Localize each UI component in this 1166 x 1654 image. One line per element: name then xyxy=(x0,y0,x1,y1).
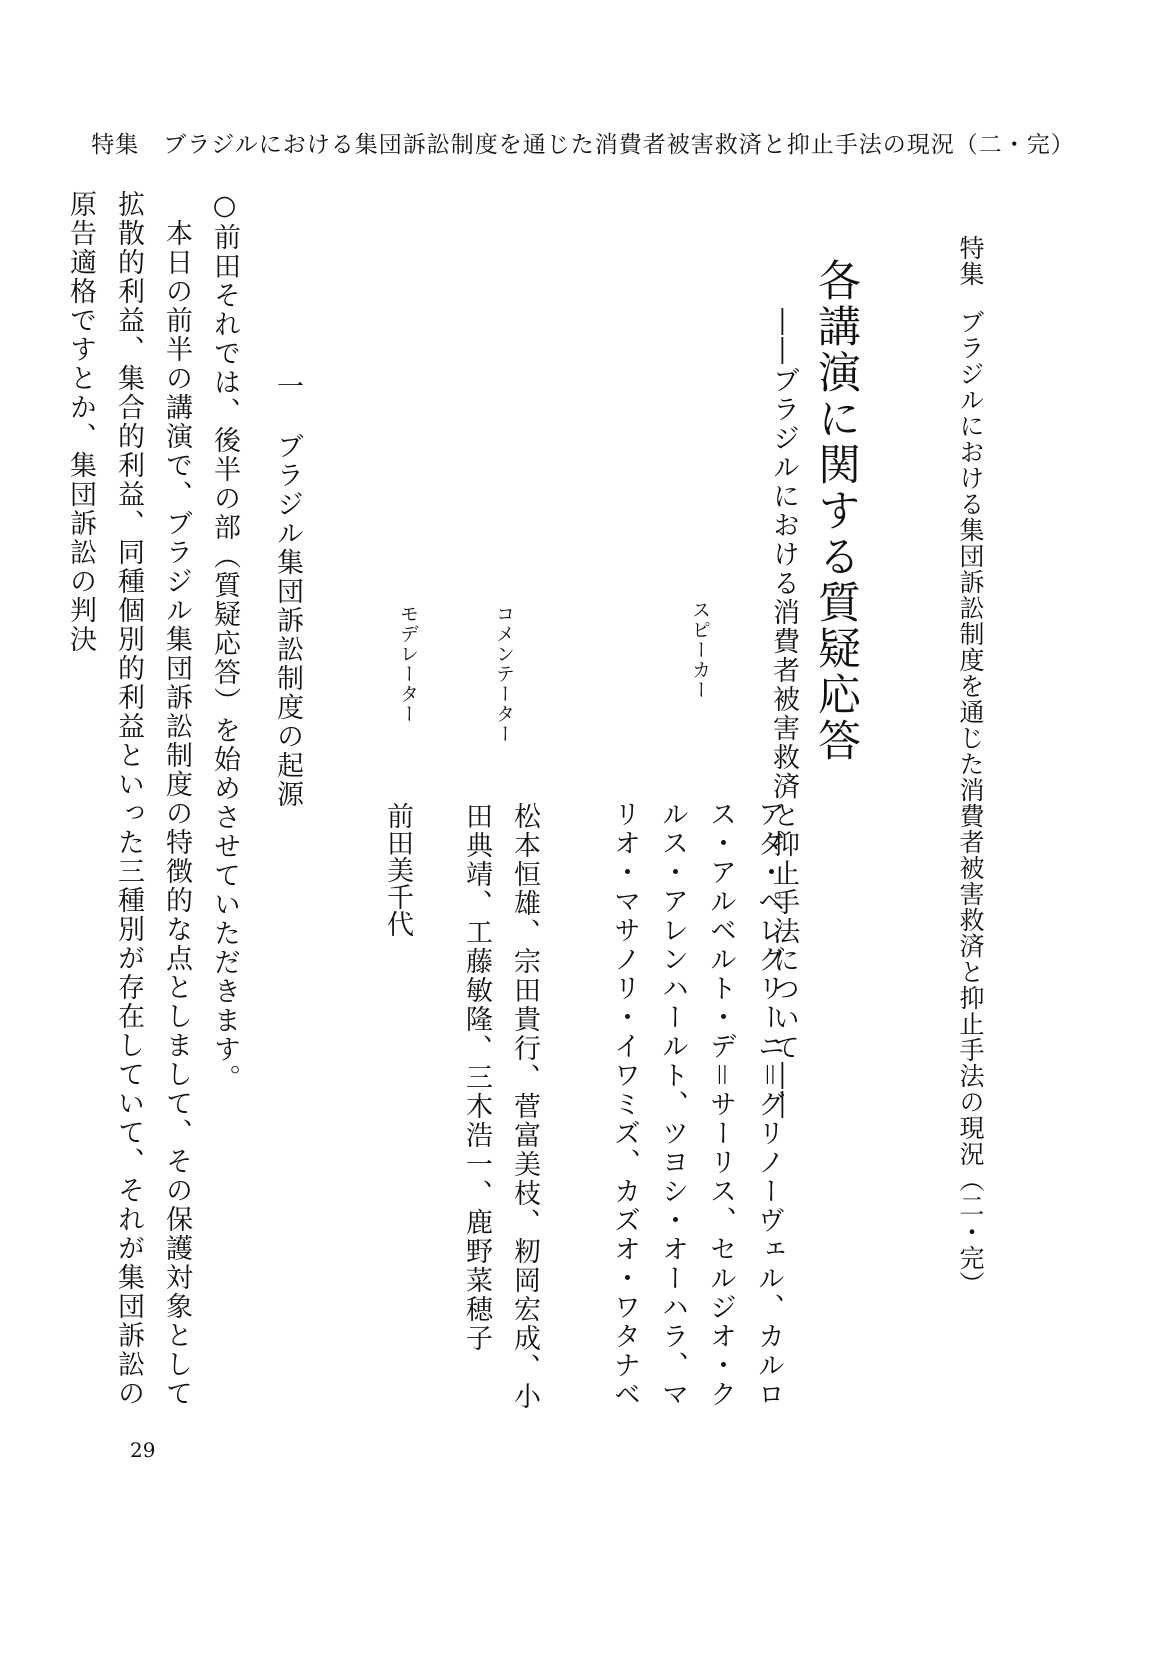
body-text xyxy=(65,190,248,1410)
commentator-role-label: コメンテーター xyxy=(493,604,515,744)
running-header: 特集 ブラジルにおける集団訴訟制度を通じた消費者被害救済と抑止手法の現況（二・完） xyxy=(91,132,1075,158)
section-number: 一 xyxy=(272,372,303,401)
section-heading xyxy=(958,235,983,1297)
speaker-names: アダ・ペレグリーニ＝グリノーヴェル、カルロス・アルベルト・デ＝サーリス、セルジオ・クルス・アレンハールト、ツヨシ・オーハラ、マリオ・マサノリ・イワミズ、カズオ・ワタナベ xyxy=(609,800,784,1409)
section-heading-text: ブラジルにおける集団訴訟制度を通じた消費者被害救済と抑止手法の現況（二・完） xyxy=(956,309,985,1297)
commentator-names: 松本恒雄、宗田貴行、菅富美枝、籾岡宏成、小田典靖、工藤敏隆、三木浩一、鹿野菜穂子 xyxy=(461,802,540,1411)
page-number: 29 xyxy=(130,1438,156,1462)
moderator-role-label: モデレーター xyxy=(397,604,419,724)
article-subtitle: ――ブラジルにおける消費者被害救済と抑止手法について―― xyxy=(768,308,799,1120)
section-heading-prefix: 特集 xyxy=(956,235,985,287)
speaker-role-label: スピーカー xyxy=(689,600,711,700)
moderator-name: 前田美千代 xyxy=(382,802,413,937)
section-title: ブラジル集団訴訟制度の起源 xyxy=(272,432,303,809)
article-title: 各講演に関する質疑応答 xyxy=(811,258,861,764)
body-paragraph-2 xyxy=(56,190,200,1410)
speaker-tag: ○前田 xyxy=(209,190,240,281)
body-paragraph-1-text: それでは、後半の部（質疑応答）を始めさせていただきます。 xyxy=(209,281,240,1093)
body-paragraph-1 xyxy=(200,190,248,1410)
body-paragraph-2-text: 本日の前半の講演で、ブラジル集団訴訟制度の特徴的な点としまして、その保護対象として拡散的利益、集合的利益、同種個別的利益といった三種別が存在していて、それが集団訴訟の原告適格ですとか、集団訴訟の判決 xyxy=(65,190,192,1408)
